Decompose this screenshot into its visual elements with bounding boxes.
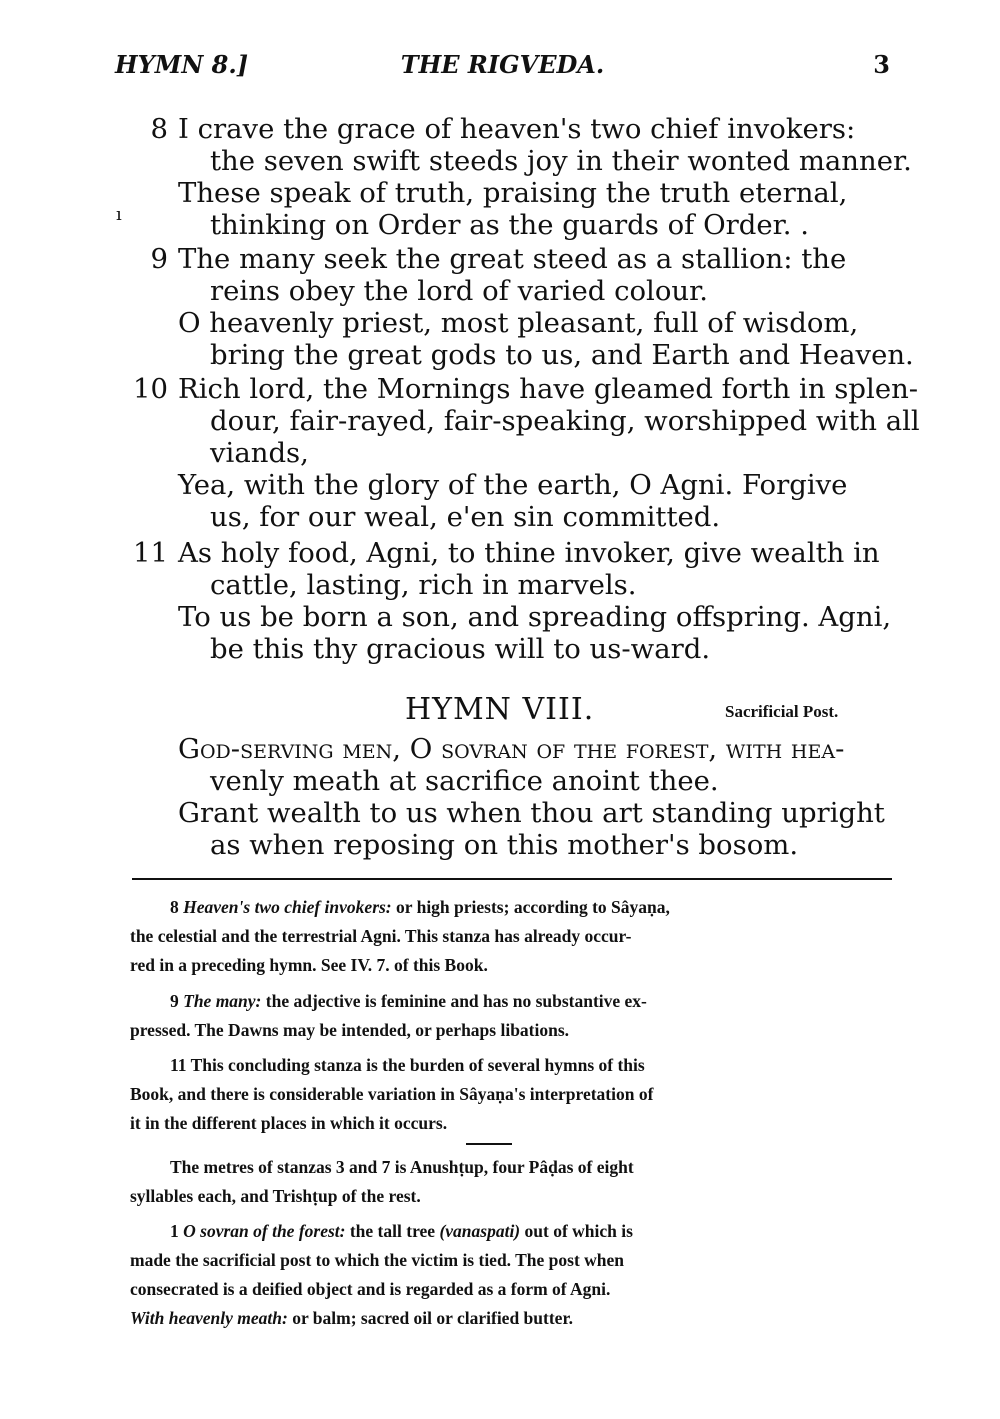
verse-line: God-serving men, O sovran of the forest, with hea- (178, 733, 845, 765)
verse-line: us, for our weal, e'en sin committed. (210, 501, 721, 533)
stanza-number: 11 (133, 537, 168, 569)
hymn-title: HYMN VIII. (405, 692, 595, 727)
verse-line: The many seek the great steed as a stallion: the (178, 243, 847, 275)
verse-line: bring the great gods to us, and Earth and Heaven. (210, 339, 914, 371)
footnote-text: or high priests; according to Sâyaṇa, (396, 897, 670, 917)
footnote-term: The many: (183, 991, 262, 1011)
verse-line: the seven swift steeds joy in their wonted manner. (210, 145, 912, 177)
verse-line: as when reposing on this mother's bosom. (210, 829, 799, 861)
short-divider (466, 1143, 512, 1145)
footnote-text: syllables each, and Trishṭup of the rest. (130, 1186, 421, 1206)
footnote-text: Book, and there is considerable variation in Sâyaṇa's interpretation of (130, 1084, 654, 1104)
footnote-term: (vanaspati) (439, 1221, 521, 1241)
footnote-text: red in a preceding hymn. See IV. 7. of this Book. (130, 955, 488, 975)
stanza-number: 9 (150, 243, 168, 275)
verse-line: To us be born a son, and spreading offspring. Agni, (178, 601, 892, 633)
header-book-title: THE RIGVEDA. (400, 50, 605, 79)
verse-line: Rich lord, the Mornings have gleamed forth in splen- (178, 373, 919, 405)
footnote-number: 8 (170, 897, 179, 917)
verse-line: thinking on Order as the guards of Order. . (210, 209, 809, 241)
stanza-number: 8 (150, 113, 168, 145)
verse-line: O heavenly priest, most pleasant, full of wisdom, (178, 307, 859, 339)
verse-line: As holy food, Agni, to thine invoker, give wealth in (178, 537, 880, 569)
hymn-subtitle: Sacrificial Post. (725, 702, 839, 721)
stanza-number: 10 (133, 373, 168, 405)
footnote-text: the adjective is feminine and has no substantive ex- (265, 991, 647, 1011)
footnote-divider (132, 878, 892, 880)
footnote-number: 1 (170, 1221, 179, 1241)
footnote-number: 11 (170, 1055, 187, 1075)
verse-line: cattle, lasting, rich in marvels. (210, 569, 637, 601)
footnote-term: O sovran of the forest: (183, 1221, 346, 1241)
footnote-text: or balm; sacred oil or clarified butter. (292, 1308, 573, 1328)
footnote-text: The metres of stanzas 3 and 7 is Anushṭup, four Pâḍas of eight (170, 1157, 634, 1177)
footnote-text: out of which is (524, 1221, 633, 1241)
verse-line: These speak of truth, praising the truth eternal, (178, 177, 848, 209)
verse-line: Grant wealth to us when thou art standing upright (178, 797, 885, 829)
footnote-text: made the sacrificial post to which the victim is tied. The post when (130, 1250, 625, 1270)
verse-line: I crave the grace of heaven's two chief invokers: (178, 113, 856, 145)
margin-mark: ı (116, 204, 122, 225)
verse-line: be this thy gracious will to us-ward. (210, 633, 711, 665)
footnote-number: 9 (170, 991, 179, 1011)
footnote-term: With heavenly meath: (130, 1308, 288, 1328)
header-hymn-ref: HYMN 8.] (115, 50, 249, 79)
footnote-text: consecrated is a deified object and is regarded as a form of Agni. (130, 1279, 611, 1299)
footnote-term: Heaven's two chief invokers: (183, 897, 392, 917)
footnote-text: the tall tree (349, 1221, 436, 1241)
footnote-text: the celestial and the terrestrial Agni. This stanza has already occur- (130, 926, 632, 946)
verse-line: viands, (210, 437, 309, 469)
running-header (115, 50, 890, 82)
footnote-text: This concluding stanza is the burden of several hymns of this (190, 1055, 645, 1075)
verse-line: reins obey the lord of varied colour. (210, 275, 708, 307)
page-number: 3 (873, 50, 890, 79)
verse-line: venly meath at sacrifice anoint thee. (210, 765, 719, 797)
footnote-text: pressed. The Dawns may be intended, or perhaps libations. (130, 1020, 570, 1040)
verse-line: Yea, with the glory of the earth, O Agni. Forgive (178, 469, 848, 501)
verse-line: dour, fair-rayed, fair-speaking, worshipped with all (210, 405, 920, 437)
footnote-text: it in the different places in which it occurs. (130, 1113, 448, 1133)
